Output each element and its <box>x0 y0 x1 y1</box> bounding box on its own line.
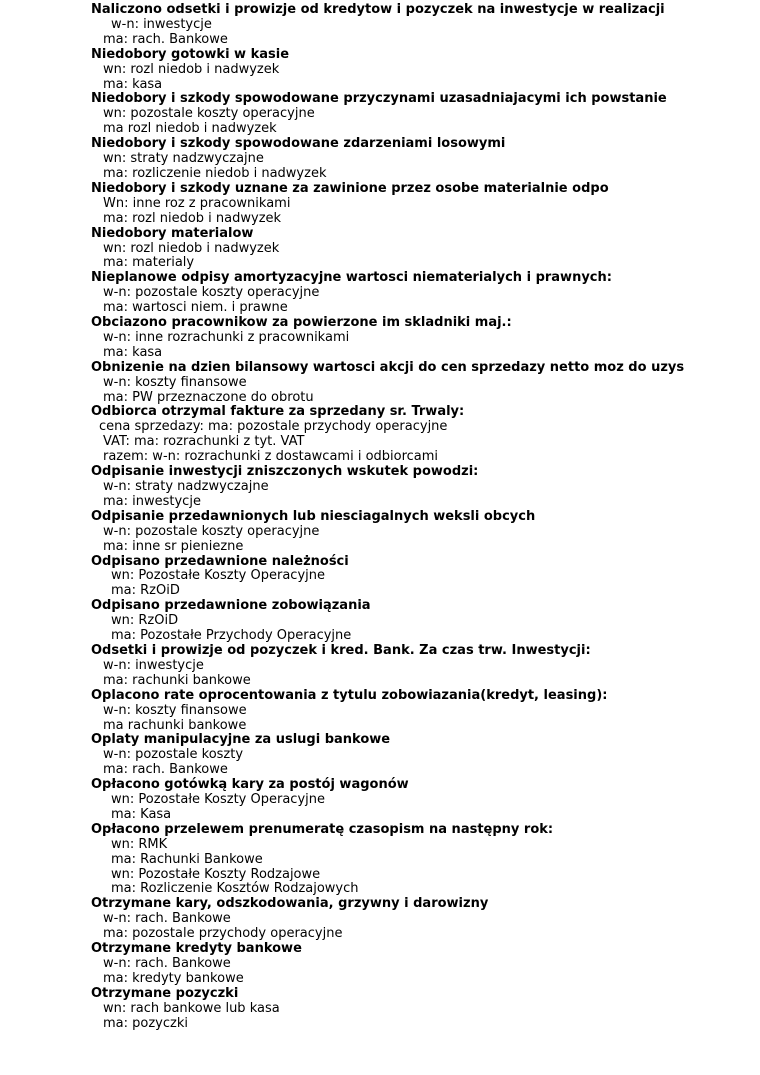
entry <box>91 689 756 734</box>
entry-line: VAT: ma: rozrachunki z tyt. VAT <box>103 434 305 450</box>
entry-title: Niedobory gotowki w kasie <box>91 46 290 62</box>
entry <box>91 361 756 406</box>
entry-line: ma: materialy <box>103 255 195 271</box>
entry-title: Odbiorca otrzymal fakture za sprzedany sr. Trwaly: <box>91 404 465 420</box>
entry-line: wn: rozl niedob i nadwyzek <box>103 240 280 256</box>
entry-line: ma: kasa <box>103 76 163 92</box>
entry-line: ma: Rachunki Bankowe <box>111 851 263 867</box>
entry-line: w-n: inwestycje <box>103 657 204 673</box>
entry-line: ma: rach. Bankowe <box>103 31 228 47</box>
entry-line: ma: rozl niedob i nadwyzek <box>103 210 282 226</box>
entry <box>91 897 756 942</box>
entry <box>91 733 756 778</box>
entry-title: Odpisanie przedawnionych lub niesciagalnych weksli obcych <box>91 508 536 524</box>
entry-line: wn: RMK <box>111 836 168 852</box>
entry-line: ma: inwestycje <box>103 493 201 509</box>
entry-title: Niedobory materialow <box>91 225 254 241</box>
entry-line: wn: Pozostałe Koszty Operacyjne <box>111 792 325 808</box>
entry-line: w-n: rach. Bankowe <box>103 911 231 927</box>
entry-line: w-n: inne rozrachunki z pracownikami <box>103 329 350 345</box>
entry-line: ma: RzOiD <box>111 583 180 599</box>
entry-title: Otrzymane kary, odszkodowania, grzywny i darowizny <box>91 896 489 912</box>
entry-line: ma rachunki bankowe <box>103 717 247 733</box>
entry-line: ma: inne sr pieniezne <box>103 538 244 554</box>
entry <box>91 987 756 1032</box>
entry-title: Nieplanowe odpisy amortyzacyjne wartosci niematerialych i prawnych: <box>91 270 612 286</box>
entry <box>91 599 756 644</box>
entry-line: w-n: koszty finansowe <box>103 374 247 390</box>
entry <box>91 644 756 689</box>
entry-line: w-n: rach. Bankowe <box>103 956 231 971</box>
entry-line: ma: kredyty bankowe <box>103 970 244 986</box>
entry-title: Niedobory i szkody spowodowane przyczynami uzasadniajacymi ich powstanie <box>91 91 667 107</box>
entry-title: Obnizenie na dzien bilansowy wartosci akcji do cen sprzedazy netto moz do uzys <box>91 359 685 375</box>
entry-line: w-n: straty nadzwyczajne <box>103 479 269 494</box>
entry <box>91 137 756 182</box>
entry-line: Wn: inne roz z pracownikami <box>103 195 291 211</box>
entry <box>91 942 756 987</box>
entry-line: ma: pozostale przychody operacyjne <box>103 926 343 942</box>
entry-line: ma: PW przeznaczone do obrotu <box>103 389 314 405</box>
entry-line: wn: Pozostałe Koszty Rodzajowe <box>111 866 321 882</box>
entry <box>91 3 756 48</box>
entry-title: Niedobory i szkody spowodowane zdarzeniami losowymi <box>91 136 506 152</box>
entry-title: Odpisano przedawnione zobowiązania <box>91 598 371 614</box>
entry <box>91 48 756 93</box>
accounting-entries-document <box>91 3 756 1032</box>
entry-line: razem: w-n: rozrachunki z dostawcami i odbiorcami <box>103 449 439 465</box>
entry <box>91 271 756 316</box>
entry-line: wn: Pozostałe Koszty Operacyjne <box>111 568 325 584</box>
entry-title: Otrzymane kredyty bankowe <box>91 941 302 957</box>
entry <box>91 823 756 898</box>
entry <box>91 465 756 510</box>
entry-title: Odpisano przedawnione należności <box>91 553 349 569</box>
entry-line: ma: pozyczki <box>103 1015 188 1031</box>
entry-title: Otrzymane pozyczki <box>91 985 239 1001</box>
entry-line: ma: Kasa <box>111 806 172 822</box>
entry-line: ma: rachunki bankowe <box>103 672 251 688</box>
entry-line: wn: rozl niedob i nadwyzek <box>103 61 280 77</box>
entry-title: Odsetki i prowizje od pozyczek i kred. Bank. Za czas trw. Inwestycji: <box>91 642 591 658</box>
entry-title: Odpisanie inwestycji zniszczonych wskutek powodzi: <box>91 464 479 480</box>
entry-line: ma: Rozliczenie Kosztów Rodzajowych <box>111 881 359 897</box>
entry-line: ma: Pozostałe Przychody Operacyjne <box>111 628 352 644</box>
entry-title: Oplaty manipulacyjne za uslugi bankowe <box>91 732 391 748</box>
entry-title: Niedobory i szkody uznane za zawinione przez osobe materialnie odpo <box>91 180 609 196</box>
entry-line: w-n: pozostale koszty operacyjne <box>103 285 320 301</box>
entry-line: w-n: inwestycje <box>111 16 212 32</box>
entry <box>91 405 756 465</box>
entry <box>91 316 756 361</box>
entry-title: Naliczono odsetki i prowizje od kredytow i pozyczek na inwestycje w realizacji <box>91 2 665 17</box>
entry-title: Opłacono przelewem prenumeratę czasopism na następny rok: <box>91 821 554 837</box>
entry-line: wn: rach bankowe lub kasa <box>103 1000 280 1016</box>
entry <box>91 227 756 272</box>
entry-title: Opłacono gotówką kary za postój wagonów <box>91 777 409 793</box>
entry <box>91 778 756 823</box>
entry-line: wn: RzOiD <box>111 613 179 629</box>
entry <box>91 92 756 137</box>
entry-title: Oplacono rate oprocentowania z tytulu zobowiazania(kredyt, leasing): <box>91 687 608 703</box>
entry-line: w-n: koszty finansowe <box>103 702 247 718</box>
entry <box>91 510 756 555</box>
entry-title: Obciazono pracownikow za powierzone im skladniki maj.: <box>91 315 512 331</box>
entry-line: ma: kasa <box>103 344 163 360</box>
entry <box>91 555 756 600</box>
entry-line: ma: wartosci niem. i prawne <box>103 300 288 316</box>
entry-line: ma rozl niedob i nadwyzek <box>103 121 277 137</box>
entry-line: ma: rach. Bankowe <box>103 762 228 778</box>
entry-line: wn: pozostale koszty operacyjne <box>103 106 315 122</box>
entry-line: w-n: pozostale koszty operacyjne <box>103 523 320 539</box>
entry-line: cena sprzedazy: ma: pozostale przychody operacyjne <box>99 419 448 435</box>
entry-line: wn: straty nadzwyczajne <box>103 151 264 167</box>
entry <box>91 182 756 227</box>
entry-line: w-n: pozostale koszty <box>103 747 244 763</box>
entry-line: ma: rozliczenie niedob i nadwyzek <box>103 165 327 181</box>
